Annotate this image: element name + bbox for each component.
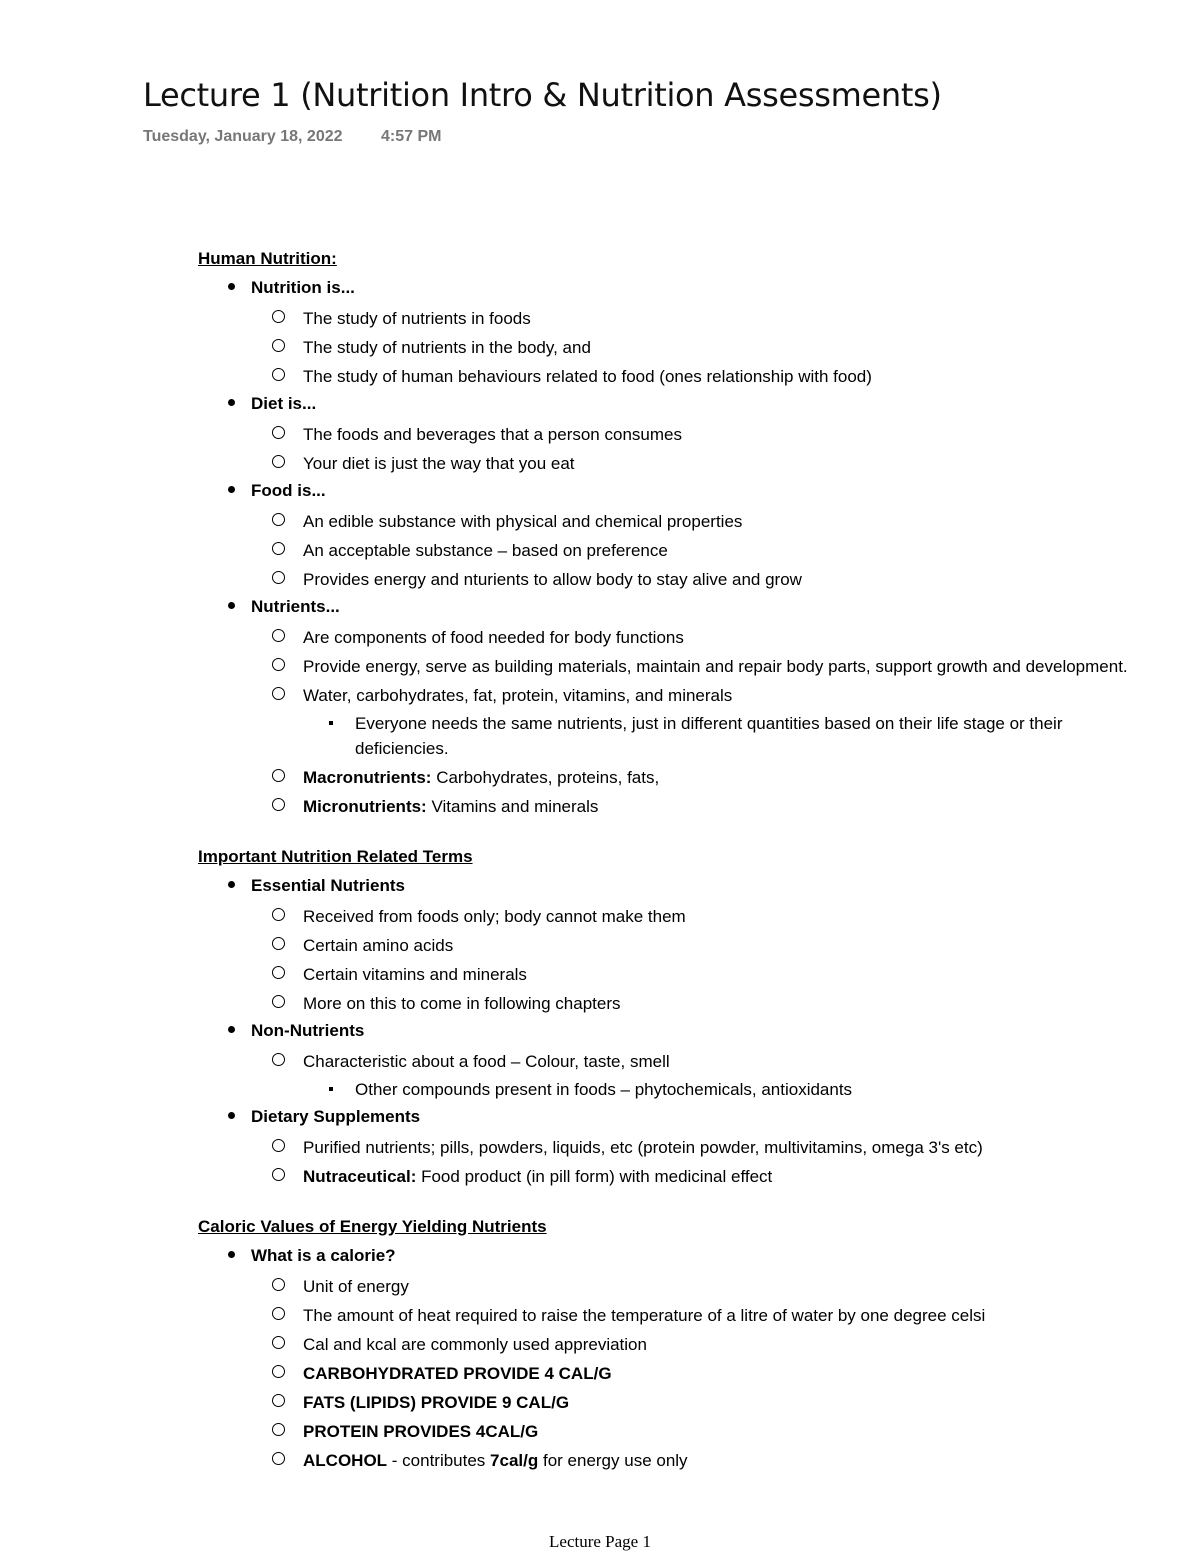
- sub-item: [251, 567, 1158, 592]
- sub-item: [251, 538, 1158, 563]
- term-value: 7cal/g: [490, 1451, 539, 1470]
- sub-item: [251, 1049, 1158, 1102]
- term-label: FATS (LIPIDS) PROVIDE 9 CAL/G: [303, 1393, 570, 1412]
- bullet-label: Essential Nutrients: [251, 876, 405, 895]
- sub-item: [251, 1303, 1158, 1328]
- sub-item-text: An edible substance with physical and chemical properties: [303, 512, 743, 531]
- sub-list: [251, 904, 1158, 1016]
- bullet-item: [198, 592, 1158, 819]
- sub-sub-list: [303, 1077, 1158, 1102]
- sub-item: [251, 683, 1158, 761]
- page-meta: [143, 128, 441, 146]
- bullet-item: [198, 389, 1158, 476]
- sub-item: [251, 422, 1158, 447]
- sub-item: [251, 962, 1158, 987]
- term-label: Macronutrients:: [303, 768, 432, 787]
- sub-item-text: The amount of heat required to raise the temperature of a litre of water by one degree celsi: [303, 1306, 986, 1325]
- sub-item: [251, 509, 1158, 534]
- sub-item: [251, 794, 1158, 819]
- sub-item-text: An acceptable substance – based on preference: [303, 541, 668, 560]
- sub-item-text: for energy use only: [538, 1451, 688, 1470]
- sub-item-text: - contributes: [387, 1451, 491, 1470]
- section-spacer: [198, 819, 1158, 842]
- section-heading: Important Nutrition Related Terms: [198, 847, 473, 866]
- sub-item-text: The foods and beverages that a person consumes: [303, 425, 682, 444]
- term-label: ALCOHOL: [303, 1451, 388, 1470]
- bullet-list: [198, 1241, 1158, 1473]
- bullet-label: Nutrients...: [251, 597, 340, 616]
- sub-item-text: Are components of food needed for body functions: [303, 628, 684, 647]
- sub-item-text: Received from foods only; body cannot make them: [303, 907, 686, 926]
- sub-item-text: Your diet is just the way that you eat: [303, 454, 575, 473]
- sub-item: [251, 1361, 1158, 1386]
- page-date: Tuesday, January 18, 2022: [143, 128, 343, 145]
- sub-item: [251, 1332, 1158, 1357]
- sub-item-text: The study of nutrients in foods: [303, 309, 531, 328]
- sub-item: [251, 1135, 1158, 1160]
- bullet-label: Non-Nutrients: [251, 1021, 365, 1040]
- sub-item-text: Water, carbohydrates, fat, protein, vitamins, and minerals: [303, 686, 733, 705]
- bullet-item: [198, 476, 1158, 592]
- sub-item: [251, 1419, 1158, 1444]
- sub-item: [251, 933, 1158, 958]
- sub-item: [251, 451, 1158, 476]
- bullet-label: Nutrition is...: [251, 278, 355, 297]
- bullet-item: [198, 1102, 1158, 1189]
- bullet-list: [198, 273, 1158, 819]
- sub-item: [251, 1164, 1158, 1189]
- bullet-label: What is a calorie?: [251, 1246, 396, 1265]
- sub-sub-item: Other compounds present in foods – phytochemicals, antioxidants: [303, 1077, 1158, 1102]
- sub-item: [251, 625, 1158, 650]
- sub-item: [251, 904, 1158, 929]
- sub-item-text: Unit of energy: [303, 1277, 409, 1296]
- sub-list: [251, 1274, 1158, 1473]
- sub-list: [251, 422, 1158, 476]
- sub-list: [251, 1135, 1158, 1189]
- sub-item-text: Certain vitamins and minerals: [303, 965, 527, 984]
- bullet-label: Food is...: [251, 481, 326, 500]
- section-heading: Human Nutrition:: [198, 249, 337, 268]
- page-title: Lecture 1 (Nutrition Intro & Nutrition Assessments): [143, 76, 942, 114]
- bullet-label: Diet is...: [251, 394, 317, 413]
- sub-item-text: Vitamins and minerals: [426, 797, 599, 816]
- sub-item: [251, 991, 1158, 1016]
- term-label: CARBOHYDRATED PROVIDE 4 CAL/G: [303, 1364, 612, 1383]
- section-heading: Caloric Values of Energy Yielding Nutrients: [198, 1217, 547, 1236]
- sub-list: [251, 625, 1158, 819]
- bullet-label: Dietary Supplements: [251, 1107, 421, 1126]
- sub-item-text: The study of nutrients in the body, and: [303, 338, 591, 357]
- sub-item: [251, 335, 1158, 360]
- sub-item-text: Certain amino acids: [303, 936, 454, 955]
- term-label: PROTEIN PROVIDES 4CAL/G: [303, 1422, 539, 1441]
- bullet-item: [198, 1016, 1158, 1102]
- page-time: 4:57 PM: [380, 128, 442, 145]
- section-spacer: [198, 1189, 1158, 1212]
- sub-item-text: Purified nutrients; pills, powders, liquids, etc (protein powder, multivitamins, omega 3's etc): [303, 1138, 983, 1157]
- sub-item-text: Carbohydrates, proteins, fats,: [431, 768, 660, 787]
- sub-item: [251, 654, 1158, 679]
- sub-item-text: Characteristic about a food – Colour, taste, smell: [303, 1052, 670, 1071]
- sub-list: [251, 509, 1158, 592]
- sub-item: [251, 1274, 1158, 1299]
- term-label: Nutraceutical:: [303, 1167, 417, 1186]
- sub-item: [251, 306, 1158, 331]
- sub-item: [251, 1390, 1158, 1415]
- bullet-item: [198, 273, 1158, 389]
- sub-item-text: The study of human behaviours related to food (ones relationship with food): [303, 367, 872, 386]
- bullet-item: [198, 1241, 1158, 1473]
- bullet-list: [198, 871, 1158, 1189]
- sub-item: [251, 765, 1158, 790]
- page-content: [198, 244, 1158, 1473]
- bullet-item: [198, 871, 1158, 1016]
- sub-item-text: Provide energy, serve as building materials, maintain and repair body parts, support growth and development.: [303, 657, 1128, 676]
- sub-item: [251, 1448, 1158, 1473]
- sub-item-text: More on this to come in following chapters: [303, 994, 621, 1013]
- term-label: Micronutrients:: [303, 797, 427, 816]
- sub-sub-item: Everyone needs the same nutrients, just in different quantities based on their life stage or their deficiencies.: [303, 711, 1158, 761]
- sub-item-text: Cal and kcal are commonly used appreviation: [303, 1335, 647, 1354]
- sub-item-text: Food product (in pill form) with medicinal effect: [416, 1167, 773, 1186]
- sub-list: [251, 306, 1158, 389]
- sub-item: [251, 364, 1158, 389]
- sub-sub-list: [303, 711, 1158, 761]
- sub-list: [251, 1049, 1158, 1102]
- page-footer: Lecture Page 1: [549, 1532, 651, 1551]
- sub-item-text: Provides energy and nturients to allow body to stay alive and grow: [303, 570, 802, 589]
